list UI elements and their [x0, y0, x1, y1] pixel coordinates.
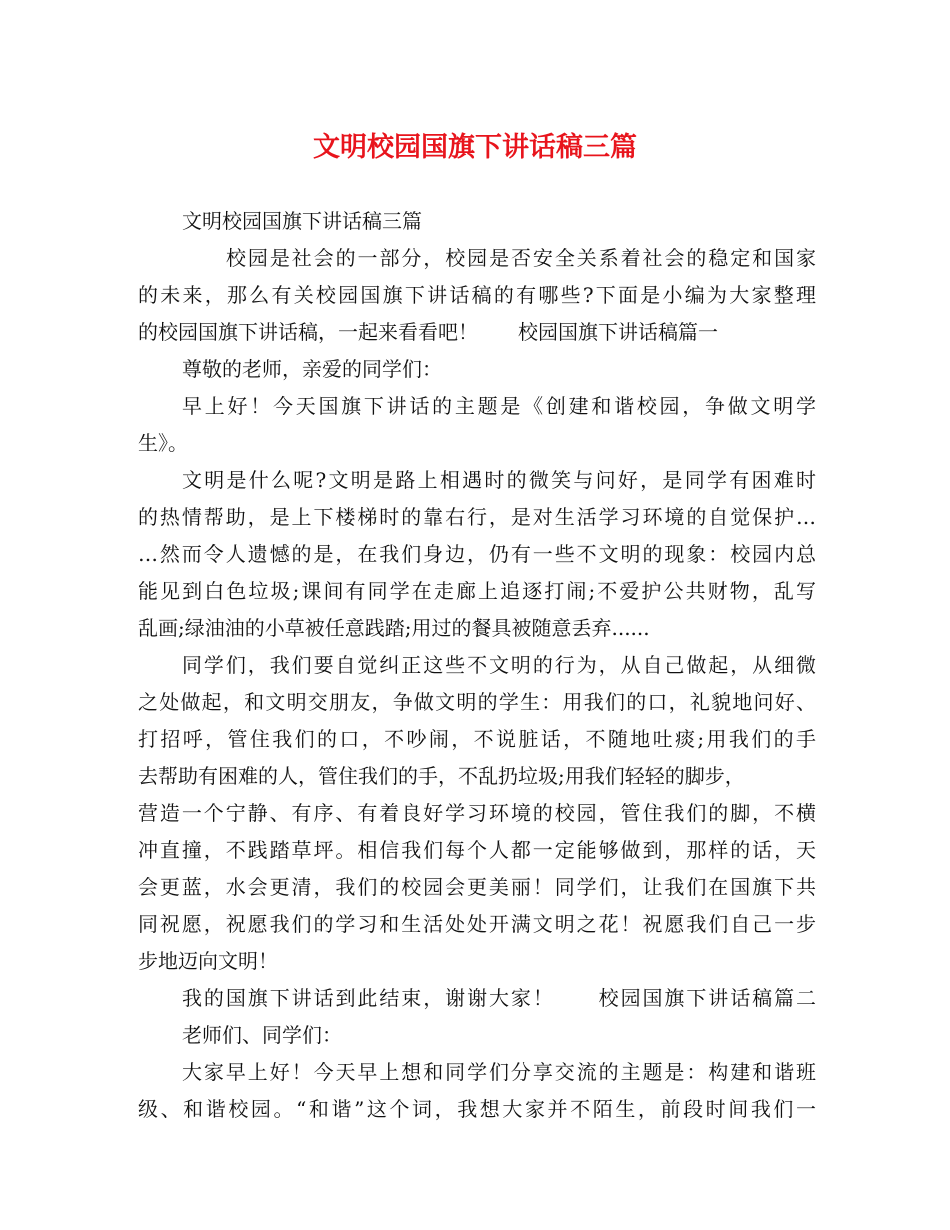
body-line: 的未来，那么有关校园国旗下讲话稿的有哪些?下面是小编为大家整理	[138, 283, 816, 307]
body-line: 之处做起，和文明交朋友，争做文明的学生：用我们的口，礼貌地问好、	[138, 690, 816, 714]
body-line: 步地迈向文明！	[138, 949, 278, 973]
document-title: 文明校园国旗下讲话稿三篇	[313, 132, 637, 163]
body-line: 级、和谐校园。“和谐”这个词，我想大家并不陌生，前段时间我们一	[138, 1097, 816, 1121]
body-line: 文明校园国旗下讲话稿三篇	[182, 209, 422, 233]
body-line: 文明是什么呢?文明是路上相遇时的微笑与问好，是同学有困难时	[182, 468, 816, 492]
body-line: 大家早上好！今天早上想和同学们分享交流的主题是：构建和谐班	[182, 1060, 816, 1084]
body-line: 早上好！今天国旗下讲话的主题是《创建和谐校园，争做文明学	[182, 394, 816, 418]
body-line: 我的国旗下讲话到此结束，谢谢大家！ 校园国旗下讲话稿篇二	[182, 986, 816, 1010]
body-line: 的校园国旗下讲话稿，一起来看看吧！ 校园国旗下讲话稿篇一	[138, 320, 718, 344]
body-line: 同祝愿，祝愿我们的学习和生活处处开满文明之花！祝愿我们自己一步	[138, 912, 816, 936]
body-line: 能见到白色垃圾;课间有同学在走廊上追逐打闹;不爱护公共财物，乱写	[138, 579, 816, 603]
body-line: 老师们、同学们：	[182, 1023, 342, 1047]
body-line: 生》。	[138, 431, 188, 455]
document-body	[138, 203, 816, 1128]
body-line: …然而令人遗憾的是，在我们身边，仍有一些不文明的现象：校园内总	[138, 542, 816, 566]
body-line: 的热情帮助，是上下楼梯时的靠右行，是对生活学习环境的自觉保护…	[138, 505, 816, 529]
body-line: 尊敬的老师，亲爱的同学们：	[182, 357, 442, 381]
body-line: 乱画;绿油油的小草被任意践踏;用过的餐具被随意丢弃......	[138, 616, 650, 640]
body-line: 去帮助有困难的人，管住我们的手，不乱扔垃圾;用我们轻轻的脚步，	[138, 764, 745, 788]
body-line: 营造一个宁静、有序、有着良好学习环境的校园，管住我们的脚，不横	[138, 801, 816, 825]
body-line: 冲直撞，不践踏草坪。相信我们每个人都一定能够做到，那样的话，天	[138, 838, 816, 862]
body-line: 校园是社会的一部分，校园是否安全关系着社会的稳定和国家	[226, 246, 816, 270]
body-line: 同学们，我们要自觉纠正这些不文明的行为，从自己做起，从细微	[182, 653, 816, 677]
body-line: 会更蓝，水会更清，我们的校园会更美丽！同学们，让我们在国旗下共	[138, 875, 816, 899]
body-line: 打招呼，管住我们的口，不吵闹，不说脏话，不随地吐痰;用我们的手	[138, 727, 816, 751]
